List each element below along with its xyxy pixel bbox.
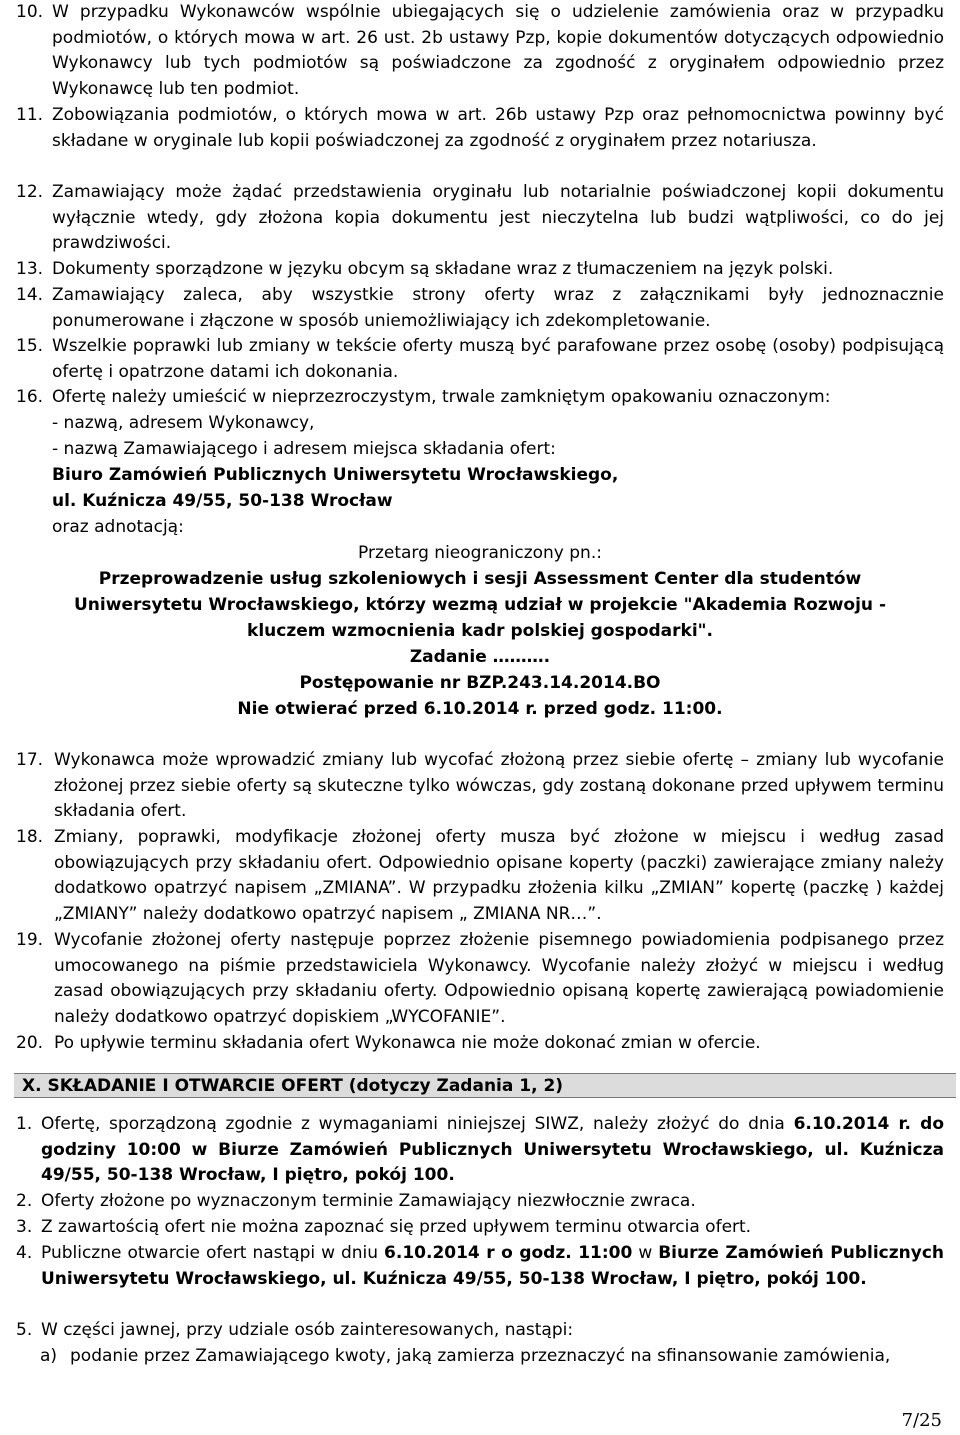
item-text: Zamawiający zaleca, aby wszystkie strony oferty wraz z załącznikami były jednoznacznie ponumerowane i złączone w sposób uniemożliwiający ich zdekompletowanie. — [52, 285, 944, 331]
item-number: 17. — [16, 750, 44, 770]
list-item — [16, 928, 944, 1031]
item-text-bold: Biurze Zamówień Publicznych Uniwersytetu Wrocławskiego, ul. Kuźnicza 49/55, 50-138 Wrocław, I piętro, pokój 100. — [41, 1243, 944, 1289]
tender-type: Przetarg nieograniczony pn.: — [358, 543, 602, 563]
tender-title: Uniwersytetu Wrocławskiego, którzy wezmą udział w projekcie "Akademia Rozwoju - — [74, 595, 886, 615]
item-number: 14. — [16, 285, 44, 305]
item-number: 1. — [16, 1114, 33, 1134]
item-number: 3. — [16, 1217, 33, 1237]
item-number: 16. — [16, 387, 44, 407]
item-text-bold: 6.10.2014 r o godz. 11:00 — [384, 1243, 633, 1263]
list-item — [16, 825, 944, 928]
item-number: 11. — [16, 105, 44, 125]
list-item — [16, 1112, 944, 1189]
tender-title: Przeprowadzenie usług szkoleniowych i sesji Assessment Center dla studentów — [98, 569, 862, 589]
item-text: Z zawartością ofert nie można zapoznać się przed upływem terminu otwarcia ofert. — [41, 1217, 752, 1237]
item-text-part: w — [632, 1243, 659, 1263]
item-text: Wykonawca może wprowadzić zmiany lub wycofać złożoną przez siebie ofertę – zmiany lub wycofanie złożonej przez siebie oferty są skuteczne tylko wówczas, gdy zostaną dokonane przed upływem terminu składania ofert. — [54, 750, 944, 822]
list-item — [16, 1031, 944, 1057]
item-number: 4. — [16, 1243, 33, 1263]
item-number: 12. — [16, 182, 44, 202]
item-number: 20. — [16, 1033, 44, 1053]
tender-title: kluczem wzmocnienia kadr polskiej gospodarki". — [247, 621, 713, 641]
list-item — [16, 748, 944, 825]
item-text-part: Publiczne otwarcie ofert nastąpi w dniu — [41, 1243, 385, 1263]
list-item — [16, 1189, 944, 1215]
item-number: 19. — [16, 930, 44, 950]
envelope-line: oraz adnotacją: — [52, 517, 184, 537]
do-not-open-note: Nie otwierać przed 6.10.2014 r. przed godz. 11:00. — [237, 699, 723, 719]
list-item — [16, 257, 944, 283]
item-number: 5. — [16, 1320, 33, 1340]
list-item — [16, 283, 944, 334]
item-text: Zamawiający może żądać przedstawienia oryginału lub notarialnie poświadczonej kopii dokumentu wyłącznie wtedy, gdy złożona kopia dokumentu jest nieczytelna lub budzi wątpliwości, co do jej prawdziwości. — [52, 182, 944, 254]
section-heading: X. SKŁADANIE I OTWARCIE OFERT (dotyczy Zadania 1, 2) — [14, 1073, 956, 1098]
procedure-number: Postępowanie nr BZP.243.14.2014.BO — [299, 673, 661, 693]
envelope-line: - nazwą Zamawiającego i adresem miejsca składania ofert: — [52, 439, 556, 459]
item-letter: a) — [40, 1346, 58, 1366]
item-text: Zobowiązania podmiotów, o których mowa w art. 26b ustawy Pzp oraz pełnomocnictwa powinny być składane w oryginale lub kopii poświadczonej za zgodność z oryginałem przez notariusza. — [52, 105, 944, 151]
item-text: Po upływie terminu składania ofert Wykonawca nie może dokonać zmian w ofercie. — [54, 1033, 761, 1053]
item-text: Zmiany, poprawki, modyfikacje złożonej oferty musza być złożone w miejscu i według zasad obowiązujących przy składaniu ofert. Odpowiednio opisane koperty (paczki) zawierające zmiany należy dodatkowo opatrzyć napisem „ZMIANA”. W przypadku złożenia kilku „ZMIAN” kopertę (paczkę ) każdej „ZMIANY” należy dodatkowo opatrzyć napisem „ ZMIANA NR…”. — [54, 827, 944, 925]
item-text — [41, 1241, 944, 1292]
list-item — [16, 180, 944, 257]
envelope-address: ul. Kuźnicza 49/55, 50-138 Wrocław — [52, 491, 393, 511]
item-number: 2. — [16, 1191, 33, 1211]
item-text-part: Ofertę, sporządzoną zgodnie z wymaganiami niniejszej SIWZ, należy złożyć do dnia — [41, 1114, 794, 1134]
list-item — [16, 103, 944, 154]
list-item — [16, 1318, 944, 1344]
list-item — [16, 1215, 944, 1241]
item-text: Wycofanie złożonej oferty następuje poprzez złożenie pisemnego powiadomienia podpisanego przez umocowanego na piśmie przedstawiciela Wykonawcy. Wycofanie należy złożyć w miejscu i według zasad obowiązujących przy składaniu oferty. Odpowiednio opisaną kopertę zawierającą powiadomienie należy dodatkowo opatrzyć dopiskiem „WYCOFANIE”. — [54, 930, 944, 1028]
task-label: Zadanie ………. — [409, 647, 551, 667]
item-text: Ofertę należy umieścić w nieprzezroczystym, trwale zamkniętym opakowaniu oznaczonym: — [52, 387, 831, 407]
item-number: 18. — [16, 827, 44, 847]
page-number: 7/25 — [901, 1410, 942, 1431]
item-number: 13. — [16, 259, 44, 279]
item-text: Dokumenty sporządzone w języku obcym są składane wraz z tłumaczeniem na język polski. — [52, 259, 834, 279]
item-text: W części jawnej, przy udziale osób zainteresowanych, nastąpi: — [41, 1320, 574, 1340]
envelope-line: - nazwą, adresem Wykonawcy, — [52, 413, 315, 433]
item-text: podanie przez Zamawiającego kwoty, jaką zamierza przeznaczyć na sfinansowanie zamówienia, — [70, 1346, 891, 1366]
list-item — [16, 0, 944, 103]
item-text-bold: 6.10.2014 r. do godziny 10:00 w Biurze Zamówień Publicznych Uniwersytetu Wrocławskiego, ul. Kuźnicza 49/55, 50-138 Wrocław, I piętro, pokój 100. — [41, 1114, 944, 1186]
item-text: W przypadku Wykonawców wspólnie ubiegających się o udzielenie zamówienia oraz w przypadku podmiotów, o których mowa w art. 26 ust. 2b ustawy Pzp, kopie dokumentów dotyczących odpowiednio Wykonawcy lub tych podmiotów są poświadczone za zgodność z oryginałem odpowiednio przez Wykonawcę lub ten podmiot. — [52, 2, 944, 100]
item-number: 15. — [16, 336, 44, 356]
list-item — [40, 1344, 944, 1370]
item-text: Oferty złożone po wyznaczonym terminie Zamawiający niezwłocznie zwraca. — [41, 1191, 696, 1211]
list-item — [16, 385, 944, 411]
envelope-address: Biuro Zamówień Publicznych Uniwersytetu Wrocławskiego, — [52, 465, 619, 485]
item-text — [41, 1112, 944, 1189]
list-item — [16, 1241, 944, 1292]
item-number: 10. — [16, 2, 44, 22]
list-item — [16, 334, 944, 385]
item-text: Wszelkie poprawki lub zmiany w tekście oferty muszą być parafowane przez osobę (osoby) podpisującą ofertę i opatrzone datami ich dokonania. — [52, 336, 944, 382]
